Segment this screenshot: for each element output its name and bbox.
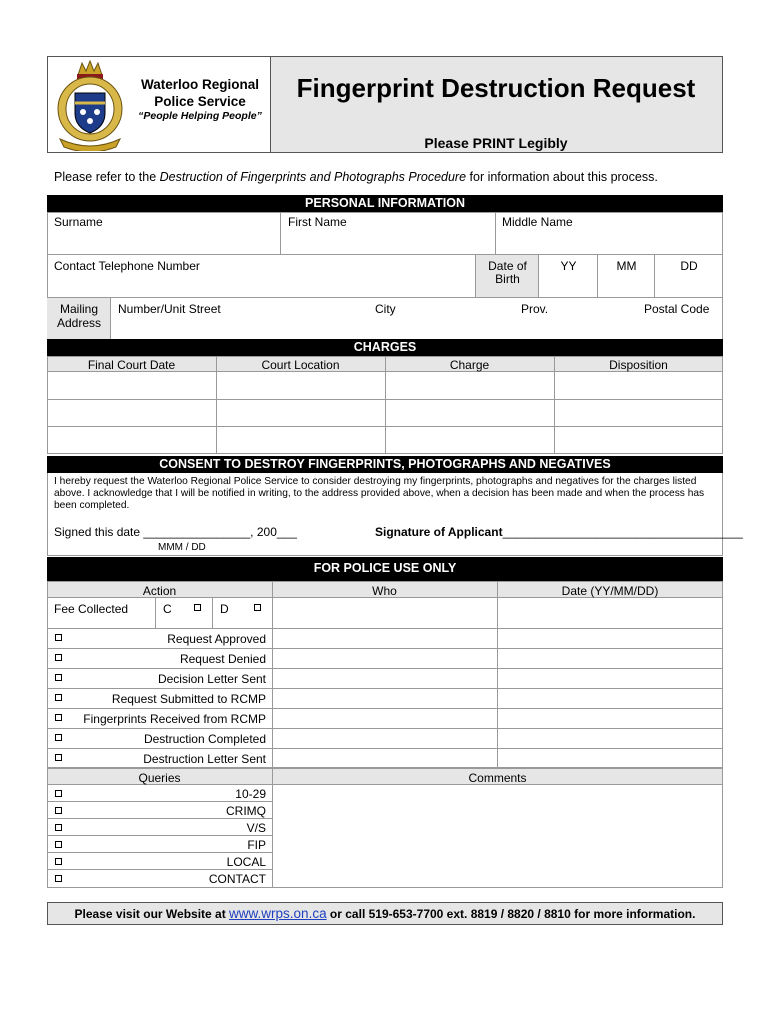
- action-row: [47, 689, 723, 709]
- action-label: Destruction Letter Sent: [143, 752, 266, 766]
- police-col-action: Action: [142, 584, 177, 598]
- action-label: Fingerprints Received from RCMP: [83, 712, 266, 726]
- consent-text-line1: I hereby request the Waterloo Regional Police Service to consider destroying my fingerprints, photographs and negatives for the charges listed: [54, 476, 697, 487]
- footer-suffix: or call 519-653-7700 ext. 8819 / 8820 / 8810 for more information.: [326, 907, 696, 921]
- form-title: Fingerprint Destruction Request: [296, 73, 696, 103]
- org-name-line2: Police Service: [154, 94, 246, 109]
- action-label: Request Submitted to RCMP: [111, 692, 266, 706]
- query-row: [47, 853, 272, 870]
- action-row: [47, 749, 723, 769]
- fee-divider: [212, 598, 213, 628]
- comments-field[interactable]: [273, 785, 722, 887]
- action-row: [47, 729, 723, 749]
- police-col-date: Date (YY/MM/DD): [561, 584, 659, 598]
- footer-text: [47, 906, 723, 921]
- fee-c-checkbox[interactable]: [194, 604, 201, 611]
- prov-label: Prov.: [521, 302, 549, 316]
- charges-col-divider: [385, 356, 386, 454]
- dob-label-1: Date of: [488, 259, 527, 273]
- fee-divider: [155, 598, 156, 628]
- dob-dd-label: DD: [680, 259, 698, 273]
- mailing-label-1: Mailing: [59, 302, 98, 316]
- action-row: [47, 629, 723, 649]
- dob-mm-label: MM: [616, 259, 637, 273]
- query-row: [47, 802, 272, 819]
- consent-text-line2: above. I acknowledge that I will be notified in writing, to the address provided above, when a decision has been made and when the process has: [54, 488, 705, 499]
- intro-prefix: Please refer to the: [54, 170, 160, 184]
- action-row: [47, 649, 723, 669]
- queries-col-label: Queries: [138, 771, 181, 785]
- date-format-hint: MMM / DD: [158, 542, 206, 553]
- charges-col-court-date: Final Court Date: [87, 358, 176, 372]
- surname-label: Surname: [54, 215, 103, 229]
- action-label: Request Approved: [167, 632, 266, 646]
- query-row: [47, 819, 272, 836]
- intro-suffix: for information about this process.: [466, 170, 658, 184]
- fee-d-label: D: [220, 602, 229, 616]
- action-label: Request Denied: [179, 652, 266, 666]
- signature-label-text: Signature of Applicant: [375, 525, 503, 539]
- city-label: City: [375, 302, 396, 316]
- fee-collected-label: Fee Collected: [54, 602, 129, 616]
- action-row: [47, 709, 723, 729]
- comments-col-label: Comments: [468, 771, 527, 785]
- signature-line[interactable]: ____________________________________: [502, 525, 743, 539]
- intro-procedure: Destruction of Fingerprints and Photographs Procedure: [159, 170, 467, 184]
- charges-col-disposition: Disposition: [609, 358, 668, 372]
- dob-label-2: Birth: [495, 272, 520, 286]
- query-label: CRIMQ: [226, 804, 266, 818]
- query-label: CONTACT: [208, 872, 266, 886]
- query-row: [47, 836, 272, 853]
- charges-col-court-location: Court Location: [261, 358, 340, 372]
- number-street-label: Number/Unit Street: [118, 302, 221, 316]
- dob-yy-label: YY: [560, 259, 577, 273]
- postal-code-label: Postal Code: [644, 302, 710, 316]
- queries-list: [47, 785, 272, 888]
- footer-prefix: Please visit our Website at: [74, 907, 230, 921]
- query-label: 10-29: [235, 787, 266, 801]
- consent-text-line3: been completed.: [54, 500, 130, 511]
- signature-label: [375, 525, 743, 539]
- query-row: [47, 785, 272, 802]
- intro-text: [54, 170, 658, 184]
- query-label: FIP: [247, 838, 266, 852]
- phone-label: Contact Telephone Number: [54, 259, 200, 273]
- query-row: [47, 870, 272, 887]
- website-link[interactable]: www.wrps.on.ca: [229, 906, 327, 921]
- org-motto: “People Helping People”: [138, 110, 262, 122]
- action-label: Destruction Completed: [143, 732, 266, 746]
- charges-heading: CHARGES: [47, 339, 723, 356]
- police-col-who: Who: [372, 584, 397, 598]
- consent-heading: CONSENT TO DESTROY FINGERPRINTS, PHOTOGRAPHS AND NEGATIVES: [47, 456, 723, 473]
- charges-col-divider: [554, 356, 555, 454]
- org-name-line1: Waterloo Regional: [140, 77, 259, 92]
- fee-c-label: C: [163, 602, 172, 616]
- action-label: Decision Letter Sent: [157, 672, 266, 686]
- action-row: [47, 669, 723, 689]
- query-label: V/S: [246, 821, 266, 835]
- signed-date-field[interactable]: Signed this date ________________, 200___: [54, 525, 297, 539]
- middle-name-label: Middle Name: [502, 215, 573, 229]
- action-rows: [47, 629, 723, 769]
- personal-info-heading: PERSONAL INFORMATION: [47, 195, 723, 212]
- fee-d-checkbox[interactable]: [254, 604, 261, 611]
- first-name-label: First Name: [288, 215, 347, 229]
- charges-col-divider: [216, 356, 217, 454]
- print-instruction: Please PRINT Legibly: [424, 135, 568, 151]
- charges-col-charge: Charge: [449, 358, 490, 372]
- query-label: LOCAL: [226, 855, 266, 869]
- police-crest-logo: [50, 57, 130, 151]
- police-use-heading: FOR POLICE USE ONLY: [47, 557, 723, 581]
- mailing-label-2: Address: [56, 316, 102, 330]
